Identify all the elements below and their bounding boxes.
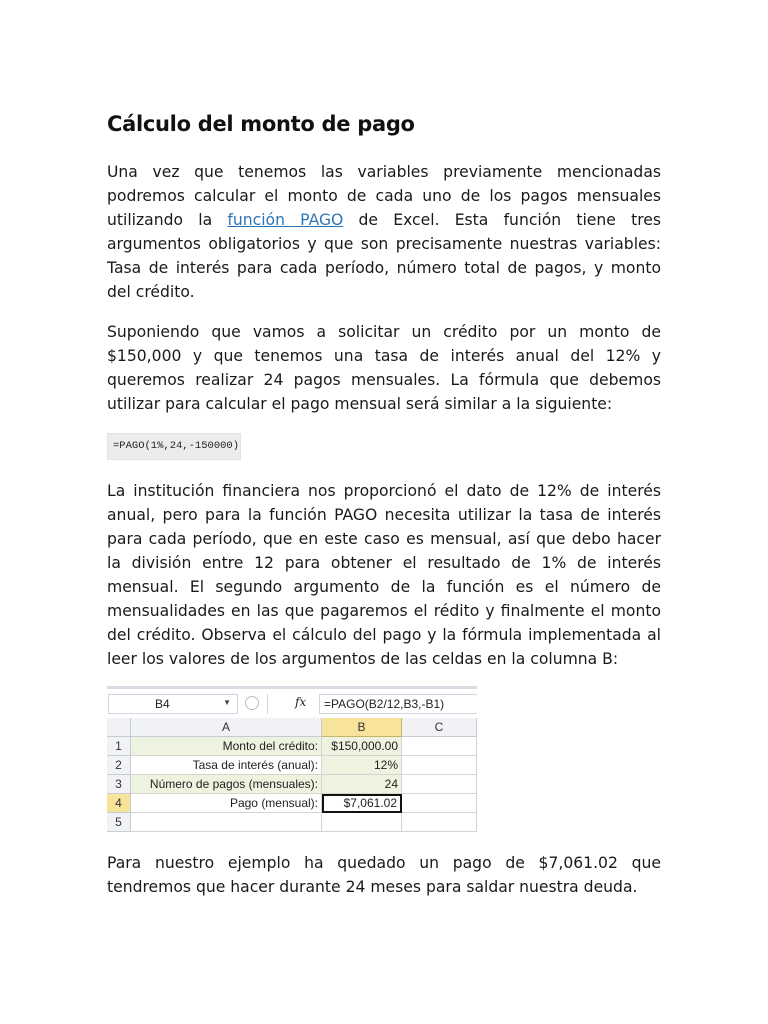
row-header: 4 [107,794,131,813]
row-header: 5 [107,813,131,832]
fx-icon: fx [295,695,307,709]
cell-b5 [322,813,402,832]
column-header-a: A [131,718,322,737]
cell-a2: Tasa de interés (anual): [131,756,322,775]
paragraph-explanation: La institución financiera nos proporcionó el dato de 12% de interés anual, pero para la función PAGO necesita utilizar la tasa de interés para cada período, que en este caso es mensual, así que debo hacer la división entre 12 para obtener el resultado de 1% de interés mensual. El segundo argumento de la función es el número de mensualidades en las que pagaremos el rédito y finalmente el monto del crédito. Observa el cálculo del pago y la fórmula implementada al leer los valores de los argumentos de las celdas en la columna B: [107,482,661,668]
corner-cell [107,718,131,737]
cell-b2: 12% [322,756,402,775]
cell-b1: $150,000.00 [322,737,402,756]
pago-function-link[interactable]: función PAGO [227,211,344,229]
cell-a5 [131,813,322,832]
paragraph-conclusion: Para nuestro ejemplo ha quedado un pago de $7,061.02 que tendremos que hacer durante 24 meses para saldar nuestra deuda. [107,854,661,896]
cell-a1: Monto del crédito: [131,737,322,756]
column-header-b: B [322,718,402,737]
formula-example-box: =PAGO(1%,24,-150000) [107,433,241,460]
cell-c3 [402,775,477,794]
p1-text-after: de Excel. Esta función tiene tres argumentos obligatorios y que son precisamente nuestras variables: Tasa de interés para cada período, número total de pagos, y monto del crédito. [107,211,661,301]
paragraph-intro [107,160,661,304]
cell-a4: Pago (mensual): [131,794,322,813]
row-header: 2 [107,756,131,775]
name-box-value: B4 [155,697,170,711]
cell-a3: Número de pagos (mensuales): [131,775,322,794]
fx-divider [267,694,318,714]
name-box [108,694,238,714]
formula-input [319,694,477,714]
formula-text: =PAGO(B2/12,B3,-B1) [324,697,445,711]
chevron-down-icon: ▼ [223,698,231,707]
cell-c4 [402,794,477,813]
section-heading: Cálculo del monto de pago [107,112,415,136]
cell-c5 [402,813,477,832]
cell-c1 [402,737,477,756]
cell-b3: 24 [322,775,402,794]
row-header: 1 [107,737,131,756]
p1-text-before: Una vez que tenemos las variables previamente mencionadas podremos calcular el monto de cada uno de los pagos mensuales utilizando la [107,163,661,229]
column-header-c: C [402,718,477,737]
row-header: 3 [107,775,131,794]
formula-bar [107,686,477,716]
circle-icon [245,696,259,710]
excel-screenshot [107,686,477,834]
cell-b4: $7,061.02 [322,794,402,813]
paragraph-example: Suponiendo que vamos a solicitar un crédito por un monto de $150,000 y que tenemos una tasa de interés anual del 12% y queremos realizar 24 pagos mensuales. La fórmula que debemos utilizar para calcular el pago mensual será similar a la siguiente: [107,323,661,413]
cell-c2 [402,756,477,775]
